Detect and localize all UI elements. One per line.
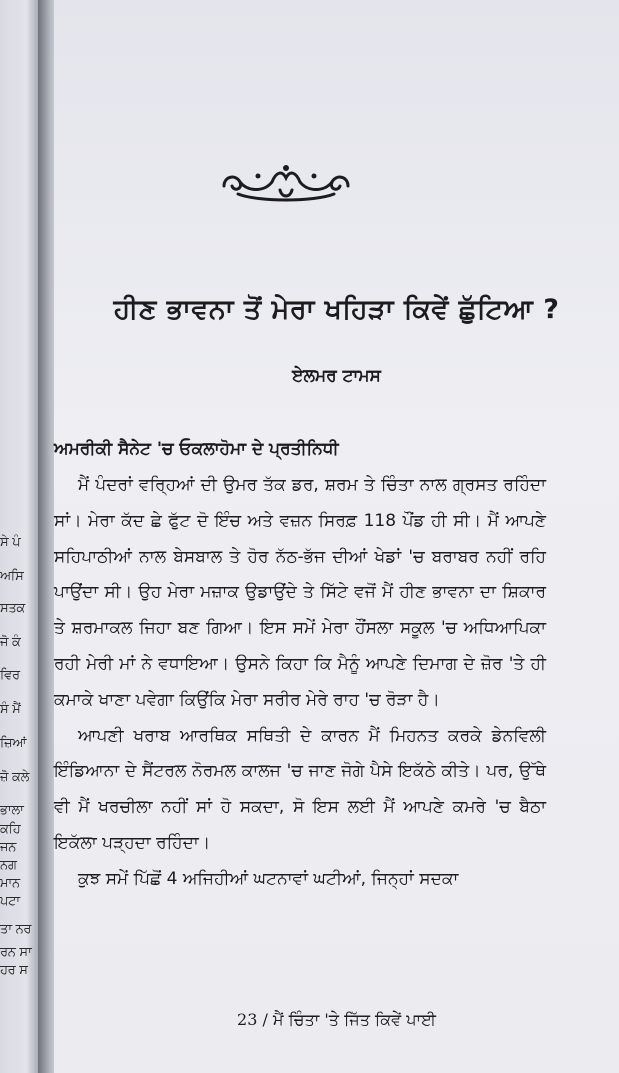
author-designation: ਅਮਰੀਕੀ ਸੈਨੇਟ 'ਚ ਓਕਲਾਹੋਮਾ ਦੇ ਪ੍ਰਤੀਨਿਧੀ: [54, 439, 339, 459]
left-page-text-fragment: ਸੰ ਮੈਂ: [0, 702, 21, 717]
body-text: [54, 468, 546, 898]
left-page-text-fragment: ਸੇ ਪੰ: [0, 535, 21, 550]
chapter-author: ਏਲਮਰ ਟਾਮਸ: [292, 366, 381, 386]
chapter-title: ਹੀਣ ਭਾਵਨਾ ਤੋਂ ਮੇਰਾ ਖਹਿੜਾ ਕਿਵੇਂ ਛੁੱਟਿਆ ?: [113, 294, 560, 325]
page-footer: 23 / ਮੈਂ ਚਿੰਤਾ 'ਤੇ ਜਿੱਤ ਕਿਵੇਂ ਪਾਈ: [237, 1010, 436, 1029]
left-page-text-fragment: ਮਾਨ: [0, 876, 20, 891]
paragraph: ਮੈਂ ਪੰਦਰਾਂ ਵਰ੍ਹਿਆਂ ਦੀ ਉਮਰ ਤੱਕ ਡਰ, ਸ਼ਰਮ ਤੇ ਚਿੰਤਾ ਨਾਲ ਗ੍ਰਸਤ ਰਹਿੰਦਾ ਸਾਂ। ਮੇਰਾ ਕੱਦ ਛੇ ਫੁੱਟ ਦੋ ਇੰਚ ਅਤੇ ਵਜ਼ਨ ਸਿਰਫ਼ 118 ਪੌਂਡ ਹੀ ਸੀ। ਮੈਂ ਆਪਣੇ ਸਹਿਪਾਠੀਆਂ ਨਾਲ ਬੇਸਬਾਲ ਤੇ ਹੋਰ ਨੱਠ-ਭੱਜ ਦੀਆਂ ਖੇਡਾਂ 'ਚ ਬਰਾਬਰ ਨਹੀਂ ਰਹਿ ਪਾਉਂਦਾ ਸੀ। ਉਹ ਮੇਰਾ ਮਜ਼ਾਕ ਉਡਾਉਂਦੇ ਤੇ ਸਿੱਟੇ ਵਜੋਂ ਮੈਂ ਹੀਣ ਭਾਵਨਾ ਦਾ ਸ਼ਿਕਾਰ ਤੇ ਸ਼ਰਮਾਕਲ ਜਿਹਾ ਬਣ ਗਿਆ। ਇਸ ਸਮੇਂ ਮੇਰਾ ਹੌਂਸਲਾ ਸਕੂਲ 'ਚ ਅਧਿਆਪਿਕਾ ਰਹੀ ਮੇਰੀ ਮਾਂ ਨੇ ਵਧਾਇਆ। ਉਸਨੇ ਕਿਹਾ ਕਿ ਮੈਨੂੰ ਆਪਣੇ ਦਿਮਾਗ ਦੇ ਜ਼ੋਰ 'ਤੇ ਹੀ ਕਮਾਕੇ ਖਾਣਾ ਪਵੇਗਾ ਕਿਉਂਕਿ ਮੇਰਾ ਸਰੀਰ ਮੇਰੇ ਰਾਹ 'ਚ ਰੋੜਾ ਹੈ।: [54, 475, 546, 710]
left-page-text-fragment: ਵਿਰ: [0, 668, 20, 683]
left-page-text-fragment: ਜ਼ਿਆਂ: [0, 736, 27, 751]
book-page: [54, 0, 619, 1073]
left-page-text-fragment: ਸਤਕ: [0, 601, 25, 616]
left-page-text-fragment: ਜ਼ੋ ਕਲੇ: [0, 770, 30, 785]
left-page-text-fragment: ਹਰ ਸ: [0, 963, 28, 978]
left-page-text-fragment: ਨਗ: [0, 858, 17, 873]
ornament-flourish-icon: [218, 160, 354, 206]
left-page-text-fragment: ਜਨ: [0, 840, 17, 855]
left-page-text-fragment: ਪਟਾ: [0, 894, 20, 909]
left-page-text-fragment: ਰਨ ਸਾ: [0, 945, 32, 960]
paragraph: ਆਪਣੀ ਖਰਾਬ ਆਰਥਿਕ ਸਥਿਤੀ ਦੇ ਕਾਰਨ ਮੈਂ ਮਿਹਨਤ ਕਰਕੇ ਡੇਨਵਿਲੀ ਇੰਡਿਆਨਾ ਦੇ ਸੈਂਟਰਲ ਨੋਰਮਲ ਕਾਲਜ 'ਚ ਜਾਣ ਜੋਗੇ ਪੈਸੇ ਇਕੱਠੇ ਕੀਤੇ। ਪਰ, ਉੱਥੇ ਵੀ ਮੈਂ ਖਰਚੀਲਾ ਨਹੀਂ ਸਾਂ ਹੋ ਸਕਦਾ, ਸੋ ਇਸ ਲਈ ਮੈਂ ਆਪਣੇ ਕਮਰੇ 'ਚ ਬੈਠਾ ਇਕੱਲਾ ਪੜ੍ਹਦਾ ਰਹਿੰਦਾ।: [54, 725, 546, 853]
left-page-text-fragment: ਤਾ ਨਰ: [0, 922, 32, 937]
paragraph: ਕੁਝ ਸਮੇਂ ਪਿੱਛੋਂ 4 ਅਜਿਹੀਆਂ ਘਟਨਾਵਾਂ ਘਟੀਆਂ, ਜਿਨ੍ਹਾਂ ਸਦਕਾ: [78, 868, 459, 889]
left-page-text-fragment: ਅਸਿ: [0, 569, 24, 584]
left-page-text-fragment: ਕਹਿ: [0, 822, 21, 837]
left-page-text-fragment: ਭਾਲਾ: [0, 803, 24, 818]
left-page-text-fragment: ਜੋ ਕੰ: [0, 635, 21, 650]
